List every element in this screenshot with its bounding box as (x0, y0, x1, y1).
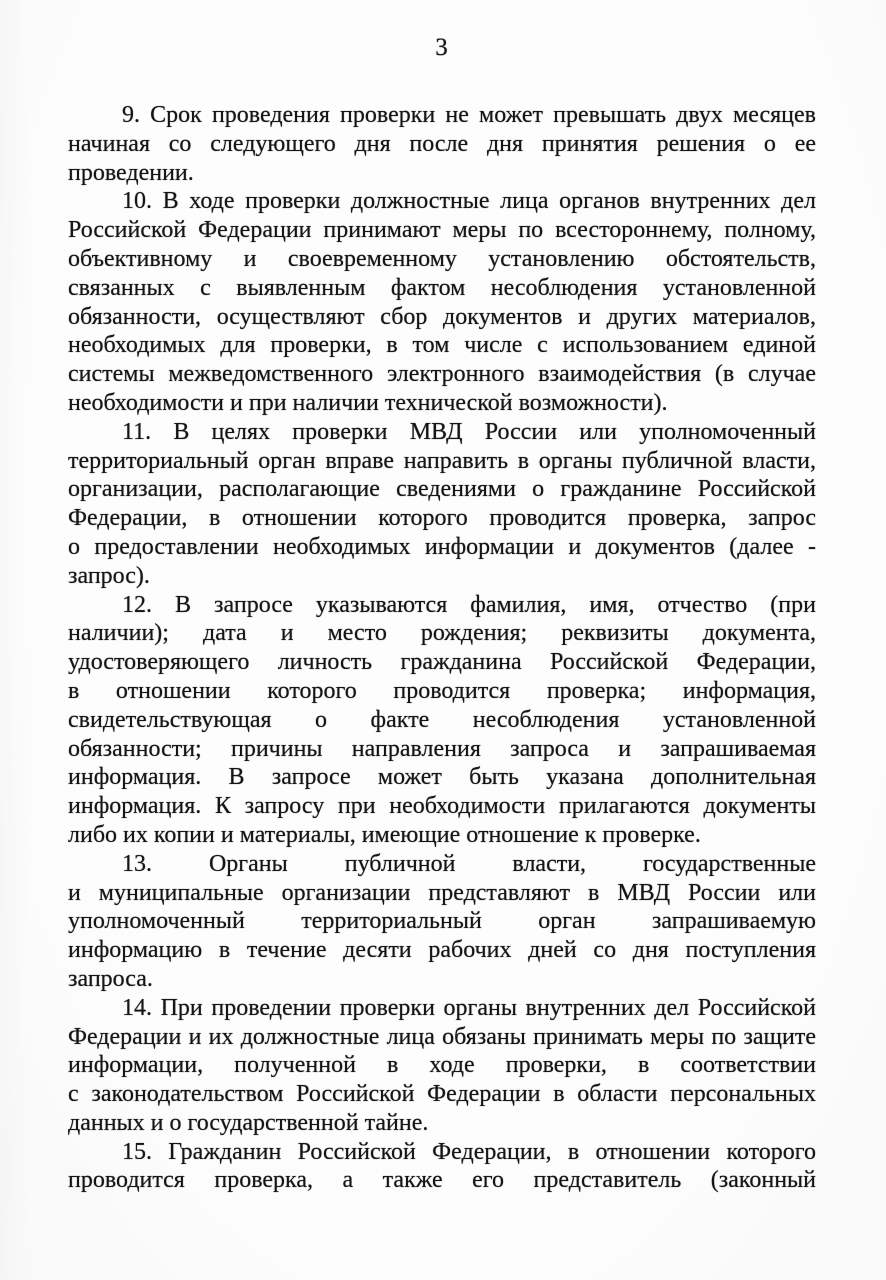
paragraph-14 (68, 994, 816, 1138)
text-line: 13. Органы публичной власти, государственные (122, 850, 816, 877)
paragraph-9 (68, 101, 816, 187)
text-line: информация. К запросу при необходимости прилагаются документы (68, 793, 816, 820)
text-line: 15. Гражданин Российской Федерации, в отношении которого (122, 1138, 816, 1165)
page-number: 3 (435, 34, 449, 61)
text-line: в отношении которого проводится проверка; информация, (68, 677, 816, 704)
paragraph-15 (68, 1138, 816, 1196)
text-line: о предоставлении необходимых информации и документов (далее - (68, 533, 816, 560)
text-line: Российской Федерации принимают меры по всестороннему, полному, (68, 217, 816, 244)
text-line: необходимых для проверки, в том числе с использованием единой (68, 332, 816, 359)
text-line: системы межведомственного электронного взаимодействия (в случае (68, 361, 816, 388)
text-line: наличии); дата и место рождения; реквизиты документа, (68, 620, 816, 647)
text-line: обязанности, осуществляют сбор документов и других материалов, (68, 303, 816, 330)
document-text-block (68, 101, 816, 1195)
text-line: Федерации и их должностные лица обязаны принимать меры по защите (68, 1023, 816, 1050)
text-line: уполномоченный территориальный орган запрашиваемую (68, 908, 816, 935)
text-line: связанных с выявленным фактом несоблюдения установленной (68, 274, 816, 301)
text-line: территориальный орган вправе направить в органы публичной власти, (68, 447, 816, 474)
text-line: проводится проверка, а также его представитель (законный (68, 1167, 816, 1194)
text-line: начиная со следующего дня после дня принятия решения о ее (68, 130, 816, 157)
text-line: данных и о государственной тайне. (68, 1109, 429, 1136)
text-line: 14. При проведении проверки органы внутренних дел Российской (122, 994, 816, 1021)
text-line: с законодательством Российской Федерации в области персональных (68, 1081, 816, 1108)
text-line: 11. В целях проверки МВД России или уполномоченный (122, 418, 816, 445)
paragraph-13 (68, 850, 816, 994)
text-line: информация. В запросе может быть указана дополнительная (68, 764, 816, 791)
text-line: запрос). (68, 562, 150, 589)
paragraph-10 (68, 187, 816, 417)
paragraph-12 (68, 591, 816, 850)
text-line: 12. В запросе указываются фамилия, имя, отчество (при (122, 591, 816, 618)
text-line: запроса. (68, 965, 153, 992)
text-line: информацию в течение десяти рабочих дней со дня поступления (68, 937, 816, 964)
text-line: либо их копии и материалы, имеющие отношение к проверке. (68, 821, 701, 848)
text-line: обязанности; причины направления запроса и запрашиваемая (68, 735, 816, 762)
text-line: 10. В ходе проверки должностные лица органов внутренних дел (122, 188, 816, 215)
text-line: удостоверяющего личность гражданина Российской Федерации, (68, 649, 816, 676)
text-line: Федерации, в отношении которого проводится проверка, запрос (68, 505, 816, 532)
text-line: 9. Срок проведения проверки не может превышать двух месяцев (122, 102, 816, 128)
text-line: проведении. (68, 159, 194, 186)
text-line: необходимости и при наличии технической возможности). (68, 389, 668, 416)
text-line: информации, полученной в ходе проверки, в соответствии (68, 1052, 816, 1079)
text-line: свидетельствующая о факте несоблюдения установленной (68, 706, 816, 733)
text-line: организации, располагающие сведениями о гражданине Российской (68, 476, 816, 503)
text-line: объективному и своевременному установлению обстоятельств, (68, 245, 816, 272)
paragraph-11 (68, 418, 816, 591)
text-line: и муниципальные организации представляют в МВД России или (68, 879, 816, 906)
